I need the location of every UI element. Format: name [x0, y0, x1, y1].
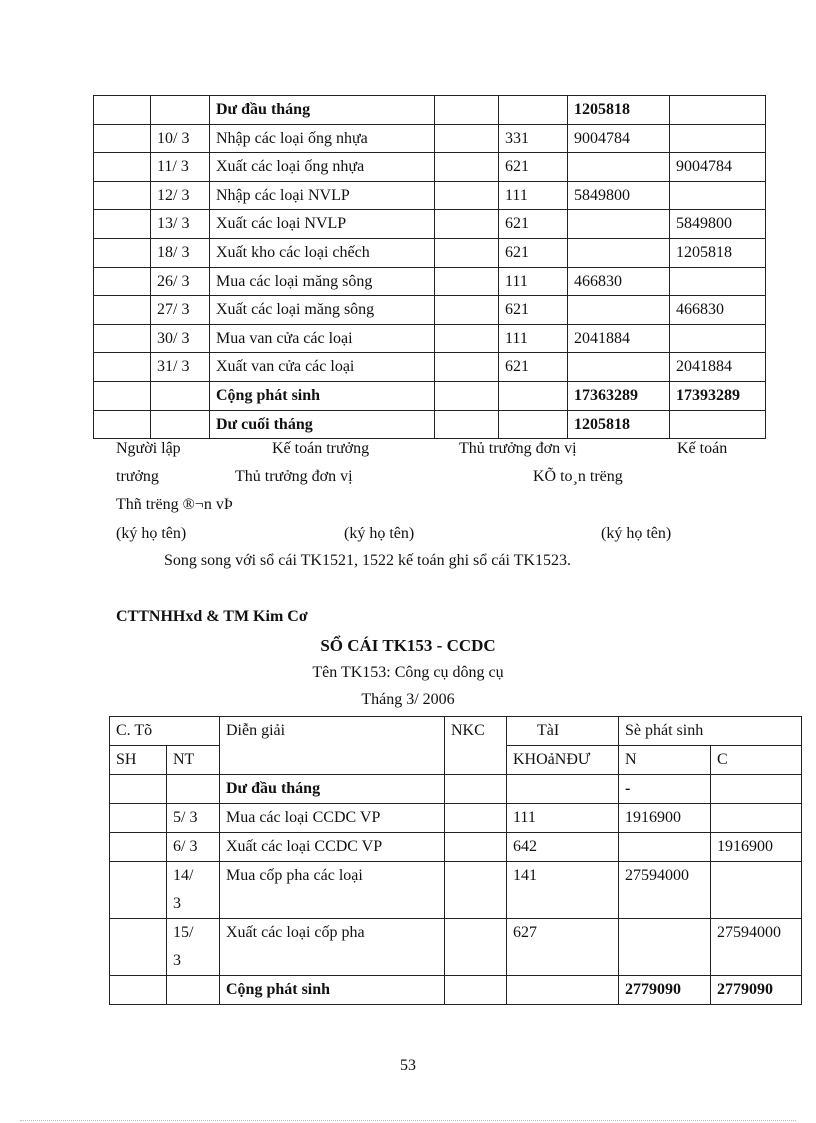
sig-line2-b: Thủ trưởng đơn vị	[235, 468, 353, 485]
cell-so-hieu	[94, 324, 151, 353]
header-nkc: NKC	[445, 717, 507, 775]
cell-ngay-part: 3	[173, 895, 181, 912]
ledger-table-1	[93, 95, 766, 439]
header-dien-giai: Diễn giải	[220, 717, 445, 775]
cell-ngay	[167, 976, 220, 1005]
cell-nkc	[445, 919, 507, 976]
header-so-phat-sinh: Sè phát sinh	[619, 717, 802, 746]
cell-dien-giai: Cộng phát sinh	[210, 381, 435, 410]
table-row	[94, 267, 766, 296]
cell-dien-giai: Dư đầu tháng	[220, 775, 445, 804]
cell-dien-giai: Xuất các loại NVLP	[210, 210, 435, 239]
cell-ngay: 10/ 3	[151, 124, 210, 153]
cell-co: 2779090	[711, 976, 802, 1005]
cell-ngay: 13/ 3	[151, 210, 210, 239]
cell-nkc	[435, 210, 499, 239]
table-row	[94, 381, 766, 410]
cell-co: 27594000	[711, 919, 802, 976]
cell-co: 1205818	[670, 238, 766, 267]
cell-no	[568, 353, 670, 382]
cell-tk-doi-ung: 111	[499, 267, 568, 296]
cell-co	[711, 862, 802, 919]
cell-no: 2779090	[619, 976, 711, 1005]
cell-dien-giai: Mua các loại CCDC VP	[220, 804, 445, 833]
table-row	[94, 181, 766, 210]
cell-so-hieu	[94, 210, 151, 239]
cell-dien-giai: Xuất các loại CCDC VP	[220, 833, 445, 862]
cell-so-hieu	[94, 381, 151, 410]
cell-tk-doi-ung: 621	[499, 153, 568, 182]
cell-co	[670, 96, 766, 125]
cell-tk-doi-ung: 111	[507, 804, 619, 833]
cell-so-hieu	[94, 267, 151, 296]
table-row	[110, 804, 802, 833]
cell-ngay-part: 15/	[173, 924, 194, 941]
cell-tk-doi-ung	[507, 775, 619, 804]
cell-so-hieu	[110, 862, 167, 919]
table-row	[110, 862, 802, 919]
cell-tk-doi-ung: 621	[499, 296, 568, 325]
header-co: C	[711, 746, 802, 775]
table-row	[94, 296, 766, 325]
cell-co	[670, 410, 766, 439]
cell-co: 1916900	[711, 833, 802, 862]
cell-co: 2041884	[670, 353, 766, 382]
cell-tk-doi-ung: 621	[499, 238, 568, 267]
cell-so-hieu	[110, 833, 167, 862]
cell-dien-giai: Xuất các loại măng sông	[210, 296, 435, 325]
sig-sign-3: (ký họ tên)	[601, 525, 672, 542]
sig-accountant: Kế toán	[677, 440, 728, 457]
table-row	[94, 410, 766, 439]
header-tai: TàI	[507, 717, 619, 746]
cell-nkc	[435, 181, 499, 210]
cell-so-hieu	[94, 181, 151, 210]
cell-ngay: 26/ 3	[151, 267, 210, 296]
cell-so-hieu	[110, 919, 167, 976]
cell-dien-giai: Cộng phát sinh	[220, 976, 445, 1005]
ledger-table-2-body	[110, 717, 802, 1005]
cell-ngay	[151, 381, 210, 410]
cell-so-hieu	[94, 124, 151, 153]
table-row	[94, 324, 766, 353]
cell-ngay	[151, 96, 210, 125]
header-nt: NT	[167, 746, 220, 775]
cell-nkc	[435, 410, 499, 439]
header-chung-tu: C. Tõ	[110, 717, 220, 746]
header-no: N	[619, 746, 711, 775]
company-name: CTTNHHxd & TM Kim Cơ	[116, 608, 308, 625]
ledger-2-header-row-1	[110, 717, 802, 746]
cell-tk-doi-ung: 621	[499, 210, 568, 239]
cell-no: 1205818	[568, 410, 670, 439]
cell-nkc	[445, 804, 507, 833]
sig-line2-a: trưởng	[116, 468, 159, 485]
cell-dien-giai: Mua cốp pha các loại	[220, 862, 445, 919]
cell-so-hieu	[94, 353, 151, 382]
cell-tk-doi-ung: 331	[499, 124, 568, 153]
cell-dien-giai: Xuất các loại cốp pha	[220, 919, 445, 976]
cell-nkc	[435, 238, 499, 267]
cell-co: 466830	[670, 296, 766, 325]
ledger-2-subtitle: Tên TK153: Công cụ dông cụ	[312, 664, 504, 681]
cell-ngay: 12/ 3	[151, 181, 210, 210]
cell-co	[711, 775, 802, 804]
cell-nkc	[435, 296, 499, 325]
cell-nkc	[445, 976, 507, 1005]
cell-nkc	[445, 775, 507, 804]
cell-no	[568, 210, 670, 239]
table-row	[94, 238, 766, 267]
cell-ngay-part: 3	[173, 952, 181, 969]
table-row	[110, 976, 802, 1005]
cell-no: 1205818	[568, 96, 670, 125]
cell-ngay: 5/ 3	[167, 804, 220, 833]
cell-so-hieu	[110, 775, 167, 804]
page-number: 53	[400, 1057, 416, 1074]
ledger-2-title: SỔ CÁI TK153 - CCDC	[320, 636, 496, 655]
sig-prepared-by: Người lập	[116, 440, 181, 457]
table-row	[94, 124, 766, 153]
table-row	[94, 353, 766, 382]
cell-co	[670, 324, 766, 353]
cell-nkc	[435, 96, 499, 125]
cell-nkc	[435, 124, 499, 153]
cell-tk-doi-ung: 621	[499, 353, 568, 382]
cell-ngay-part: 14/	[173, 867, 194, 884]
cell-ngay: 31/ 3	[151, 353, 210, 382]
cell-nkc	[445, 862, 507, 919]
cell-co	[670, 124, 766, 153]
cell-ngay	[167, 862, 220, 919]
cell-tk-doi-ung	[499, 381, 568, 410]
cell-so-hieu	[94, 238, 151, 267]
sig-line2-c: KÕ to¸n trëng	[533, 468, 623, 485]
cell-co: 9004784	[670, 153, 766, 182]
cell-dien-giai: Dư cuối tháng	[210, 410, 435, 439]
cell-so-hieu	[110, 804, 167, 833]
cell-nkc	[435, 267, 499, 296]
cell-co	[670, 181, 766, 210]
cell-tk-doi-ung	[507, 976, 619, 1005]
cell-ngay: 18/ 3	[151, 238, 210, 267]
table-row	[94, 153, 766, 182]
cell-ngay	[167, 919, 220, 976]
table-row	[110, 919, 802, 976]
cell-no	[568, 238, 670, 267]
ledger-2-month: Tháng 3/ 2006	[361, 691, 455, 708]
cell-no	[619, 833, 711, 862]
cell-co: 5849800	[670, 210, 766, 239]
sig-line3: Thñ trëng ®¬n vÞ	[116, 496, 233, 513]
cell-so-hieu	[94, 296, 151, 325]
header-sh: SH	[110, 746, 167, 775]
cell-co	[670, 267, 766, 296]
cell-nkc	[435, 353, 499, 382]
cell-no: 1916900	[619, 804, 711, 833]
sig-chief-accountant: Kế toán trưởng	[272, 440, 370, 457]
cell-tk-doi-ung: 141	[507, 862, 619, 919]
cell-so-hieu	[94, 153, 151, 182]
cell-ngay: 11/ 3	[151, 153, 210, 182]
cell-no: 466830	[568, 267, 670, 296]
cell-dien-giai: Nhập các loại NVLP	[210, 181, 435, 210]
cell-no: 5849800	[568, 181, 670, 210]
cell-ngay: 30/ 3	[151, 324, 210, 353]
cell-no	[568, 296, 670, 325]
cell-co	[711, 804, 802, 833]
cell-nkc	[435, 324, 499, 353]
cell-tk-doi-ung: 111	[499, 324, 568, 353]
cell-ngay: 27/ 3	[151, 296, 210, 325]
table-row	[110, 775, 802, 804]
cell-nkc	[435, 381, 499, 410]
sig-unit-head: Thủ trưởng đơn vị	[459, 440, 577, 457]
cell-dien-giai: Mua các loại măng sông	[210, 267, 435, 296]
cell-nkc	[445, 833, 507, 862]
table-row	[110, 833, 802, 862]
table-row	[94, 96, 766, 125]
cell-ngay	[167, 775, 220, 804]
cell-dien-giai: Xuất kho các loại chếch	[210, 238, 435, 267]
ledger-table-1-body	[94, 96, 766, 439]
sig-sign-1: (ký họ tên)	[116, 525, 187, 542]
cell-no: 27594000	[619, 862, 711, 919]
cell-co: 17393289	[670, 381, 766, 410]
cell-dien-giai: Dư đầu tháng	[210, 96, 435, 125]
ledger-table-2	[109, 716, 802, 1005]
table-row	[94, 210, 766, 239]
cell-dien-giai: Xuất van cửa các loại	[210, 353, 435, 382]
cell-tk-doi-ung: 627	[507, 919, 619, 976]
cell-nkc	[435, 153, 499, 182]
cell-so-hieu	[94, 96, 151, 125]
cell-tk-doi-ung	[499, 410, 568, 439]
sig-sign-2: (ký họ tên)	[344, 525, 415, 542]
cell-dien-giai: Nhập các loại ống nhựa	[210, 124, 435, 153]
cell-no: 2041884	[568, 324, 670, 353]
cell-no: 17363289	[568, 381, 670, 410]
cell-ngay: 6/ 3	[167, 833, 220, 862]
cell-no	[619, 919, 711, 976]
header-khoan-doi-ung: KHOảNĐƯ	[507, 746, 619, 775]
cell-no: -	[619, 775, 711, 804]
cell-ngay	[151, 410, 210, 439]
cell-tk-doi-ung: 642	[507, 833, 619, 862]
cell-dien-giai: Xuất các loại ống nhựa	[210, 153, 435, 182]
cell-no	[568, 153, 670, 182]
cell-tk-doi-ung: 111	[499, 181, 568, 210]
note-paragraph: Song song với sổ cái TK1521, 1522 kế toán ghi sổ cái TK1523.	[164, 552, 571, 569]
cell-so-hieu	[94, 410, 151, 439]
cell-tk-doi-ung	[499, 96, 568, 125]
cell-no: 9004784	[568, 124, 670, 153]
cell-so-hieu	[110, 976, 167, 1005]
cell-dien-giai: Mua van cửa các loại	[210, 324, 435, 353]
page-bottom-divider	[20, 1120, 796, 1121]
